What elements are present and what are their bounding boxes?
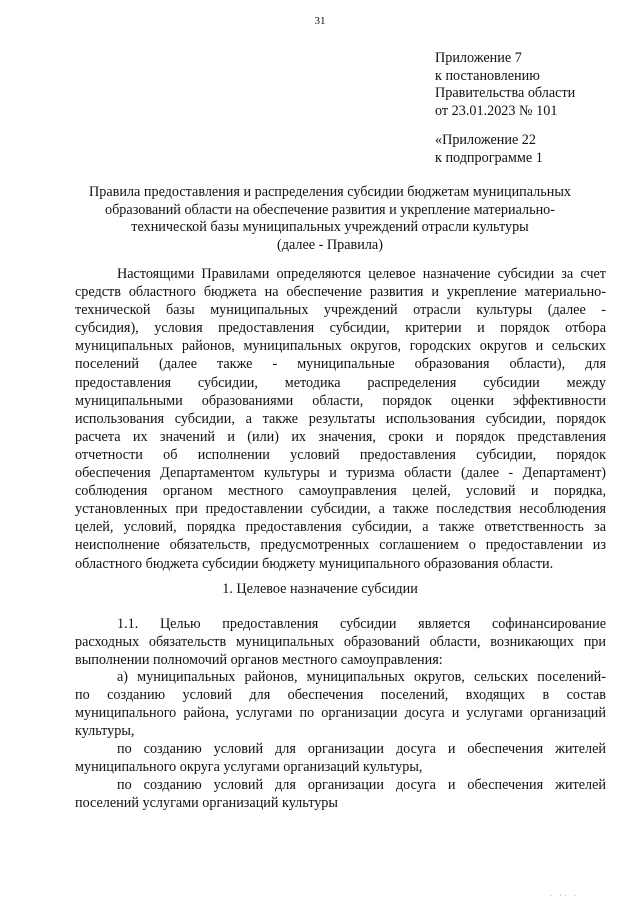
paragraph-line: расчета их значений и (или) их значения, сроки и порядок представления [75,428,606,445]
paragraph-line: поселений услугами организаций культуры [75,795,338,812]
paragraph-line: установленных при предоставлении субсидии, а также последствия несоблюдения [75,501,606,518]
title-line: образований области на обеспечение развития и укрепление материально- [105,201,555,218]
title-line: (далее - Правила) [277,236,383,253]
appendix-line: к подпрограмме 1 [435,149,543,166]
title-line: Правила предоставления и распределения субсидии бюджетам муниципальных [89,184,571,200]
appendix-line: от 23.01.2023 № 101 [435,102,558,119]
appendix-line: к постановлению [435,67,540,84]
document-title [70,184,590,254]
paragraph-line: муниципальными образованиями области, порядок оценки эффективности [75,392,606,409]
paragraph-line: по созданию условий для обеспечения поселений, входящих в состав [75,687,606,704]
title-line: технической базы муниципальных учреждений отрасли культуры [131,219,529,235]
paragraph-line: Настоящими Правилами определяются целевое назначение субсидии за счет [117,266,606,282]
subclause-a [75,668,606,740]
paragraph-line: использования субсидии, а также результаты использования субсидии, порядок [75,410,606,427]
scan-marks-decoration: · ·· · [550,893,579,899]
paragraph-line: неисполнение обязательств, предусмотренных соглашением о предоставлении из [75,537,606,554]
intro-paragraph [75,265,606,573]
paragraph-line: средств областного бюджета на обеспечение развития и укрепление материально- [75,284,606,301]
appendix-line: Приложение 7 [435,50,522,66]
paragraph-line: по созданию условий для организации досуга и обеспечения жителей [117,777,606,793]
appendix-reference [435,50,575,120]
paragraph-line: а) муниципальных районов, муниципальных округов, сельских поселений- [117,669,606,685]
paragraph-line: по созданию условий для организации досуга и обеспечения жителей [117,741,606,757]
paragraph-line: культуры, [75,723,135,740]
appendix-line: «Приложение 22 [435,132,536,148]
paragraph-line: выполнении полномочий органов местного самоуправления: [75,652,443,669]
paragraph-line: муниципальных районов, муниципальных округов, городских округов и сельских [75,338,606,355]
paragraph-line: отчетности об исполнении условий предоставления субсидии, порядок [75,446,606,463]
appendix-line: Правительства области [435,85,576,101]
paragraph-line: областного бюджета субсидии бюджету муниципального образования области. [75,555,554,572]
paragraph-line: 1.1. Целью предоставления субсидии является софинансирование [117,616,606,632]
paragraph-line: обеспечения Департаментом культуры и туризма области (далее - Департамент) [75,465,606,482]
paragraph-line: субсидия), условия предоставления субсидии, критерии и порядок отбора [75,320,606,337]
paragraph-line: технической базы муниципальных учреждений отрасли культуры (далее - [75,302,606,319]
section-heading: 1. Целевое назначение субсидии [222,581,418,597]
paragraph-line: поселений (далее также - муниципальные образования области), для [75,356,606,373]
paragraph-line: соблюдения органом местного самоуправления целей, условий и порядка, [75,483,606,500]
page-number: 31 [314,15,326,27]
paragraph-line: предоставления субсидии, методика распределения субсидии между [75,374,606,391]
subprogram-appendix-reference [435,132,543,167]
subclause-municipal-district [75,740,606,776]
paragraph-line: целей, условий, порядка предоставления субсидии, а также ответственность за [75,519,606,536]
clause-1-1 [75,615,606,669]
paragraph-line: расходных обязательств муниципальных образований области, возникающих при [75,634,606,651]
paragraph-line: муниципального района, услугами по организации досуга и услугами организаций [75,705,606,722]
paragraph-line: муниципального округа услугами организаций культуры, [75,759,423,776]
subclause-settlements [75,776,606,812]
